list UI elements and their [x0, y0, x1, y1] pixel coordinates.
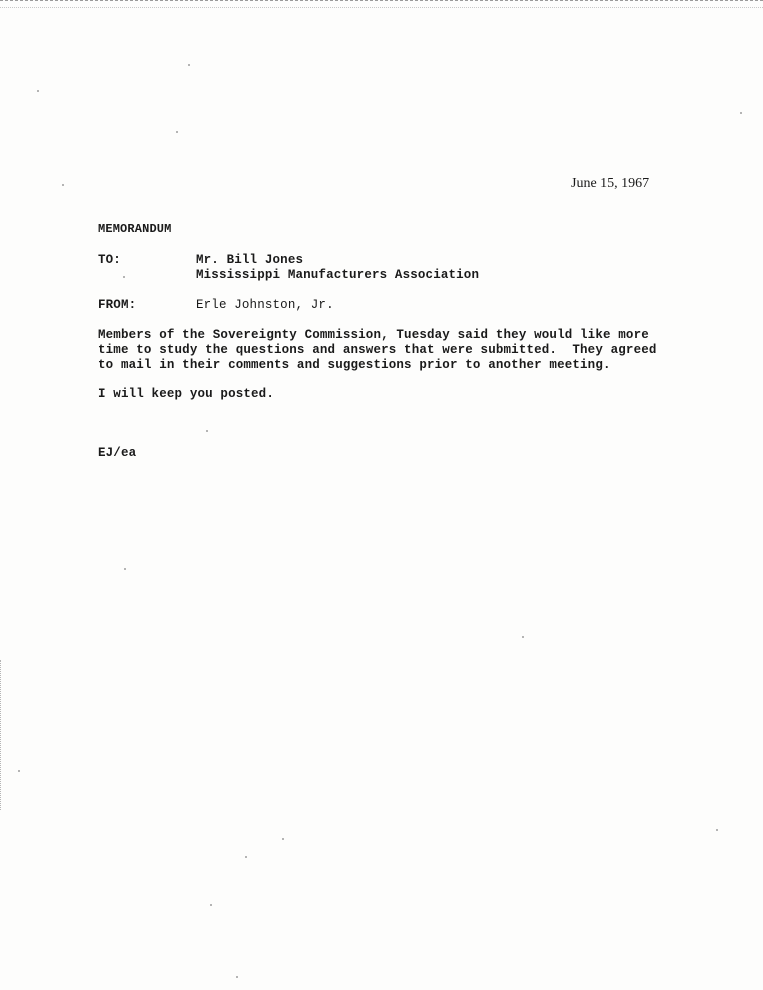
scan-speck [176, 131, 178, 133]
scan-speck [210, 904, 212, 906]
scan-speck [245, 856, 247, 858]
typist-initials: EJ/ea [98, 446, 137, 460]
scan-speck [522, 636, 524, 638]
scan-speck [123, 276, 125, 278]
scan-speck [740, 112, 742, 114]
body-line: time to study the questions and answers that were submitted. They agreed [98, 343, 657, 357]
scan-top-edge [0, 0, 763, 8]
recipient-name: Mr. Bill Jones [196, 253, 304, 267]
closing-line: I will keep you posted. [98, 387, 274, 401]
scan-speck [124, 568, 126, 570]
scan-speck [18, 770, 20, 772]
body-line: to mail in their comments and suggestions prior to another meeting. [98, 358, 611, 372]
from-label: FROM: [98, 298, 137, 312]
memo-heading: MEMORANDUM [98, 222, 172, 236]
recipient-organization: Mississippi Manufacturers Association [196, 268, 480, 282]
scan-speck [37, 90, 39, 92]
scan-speck [236, 976, 238, 978]
scan-speck [188, 64, 190, 66]
scan-speck [62, 184, 64, 186]
scan-speck [716, 829, 718, 831]
body-line: Members of the Sovereignty Commission, Tuesday said they would like more [98, 328, 649, 342]
scan-left-edge [0, 660, 3, 810]
memo-date: June 15, 1967 [571, 176, 650, 191]
sender-name: Erle Johnston, Jr. [196, 298, 334, 312]
to-label: TO: [98, 253, 121, 267]
scan-speck [206, 430, 208, 432]
scan-speck [282, 838, 284, 840]
